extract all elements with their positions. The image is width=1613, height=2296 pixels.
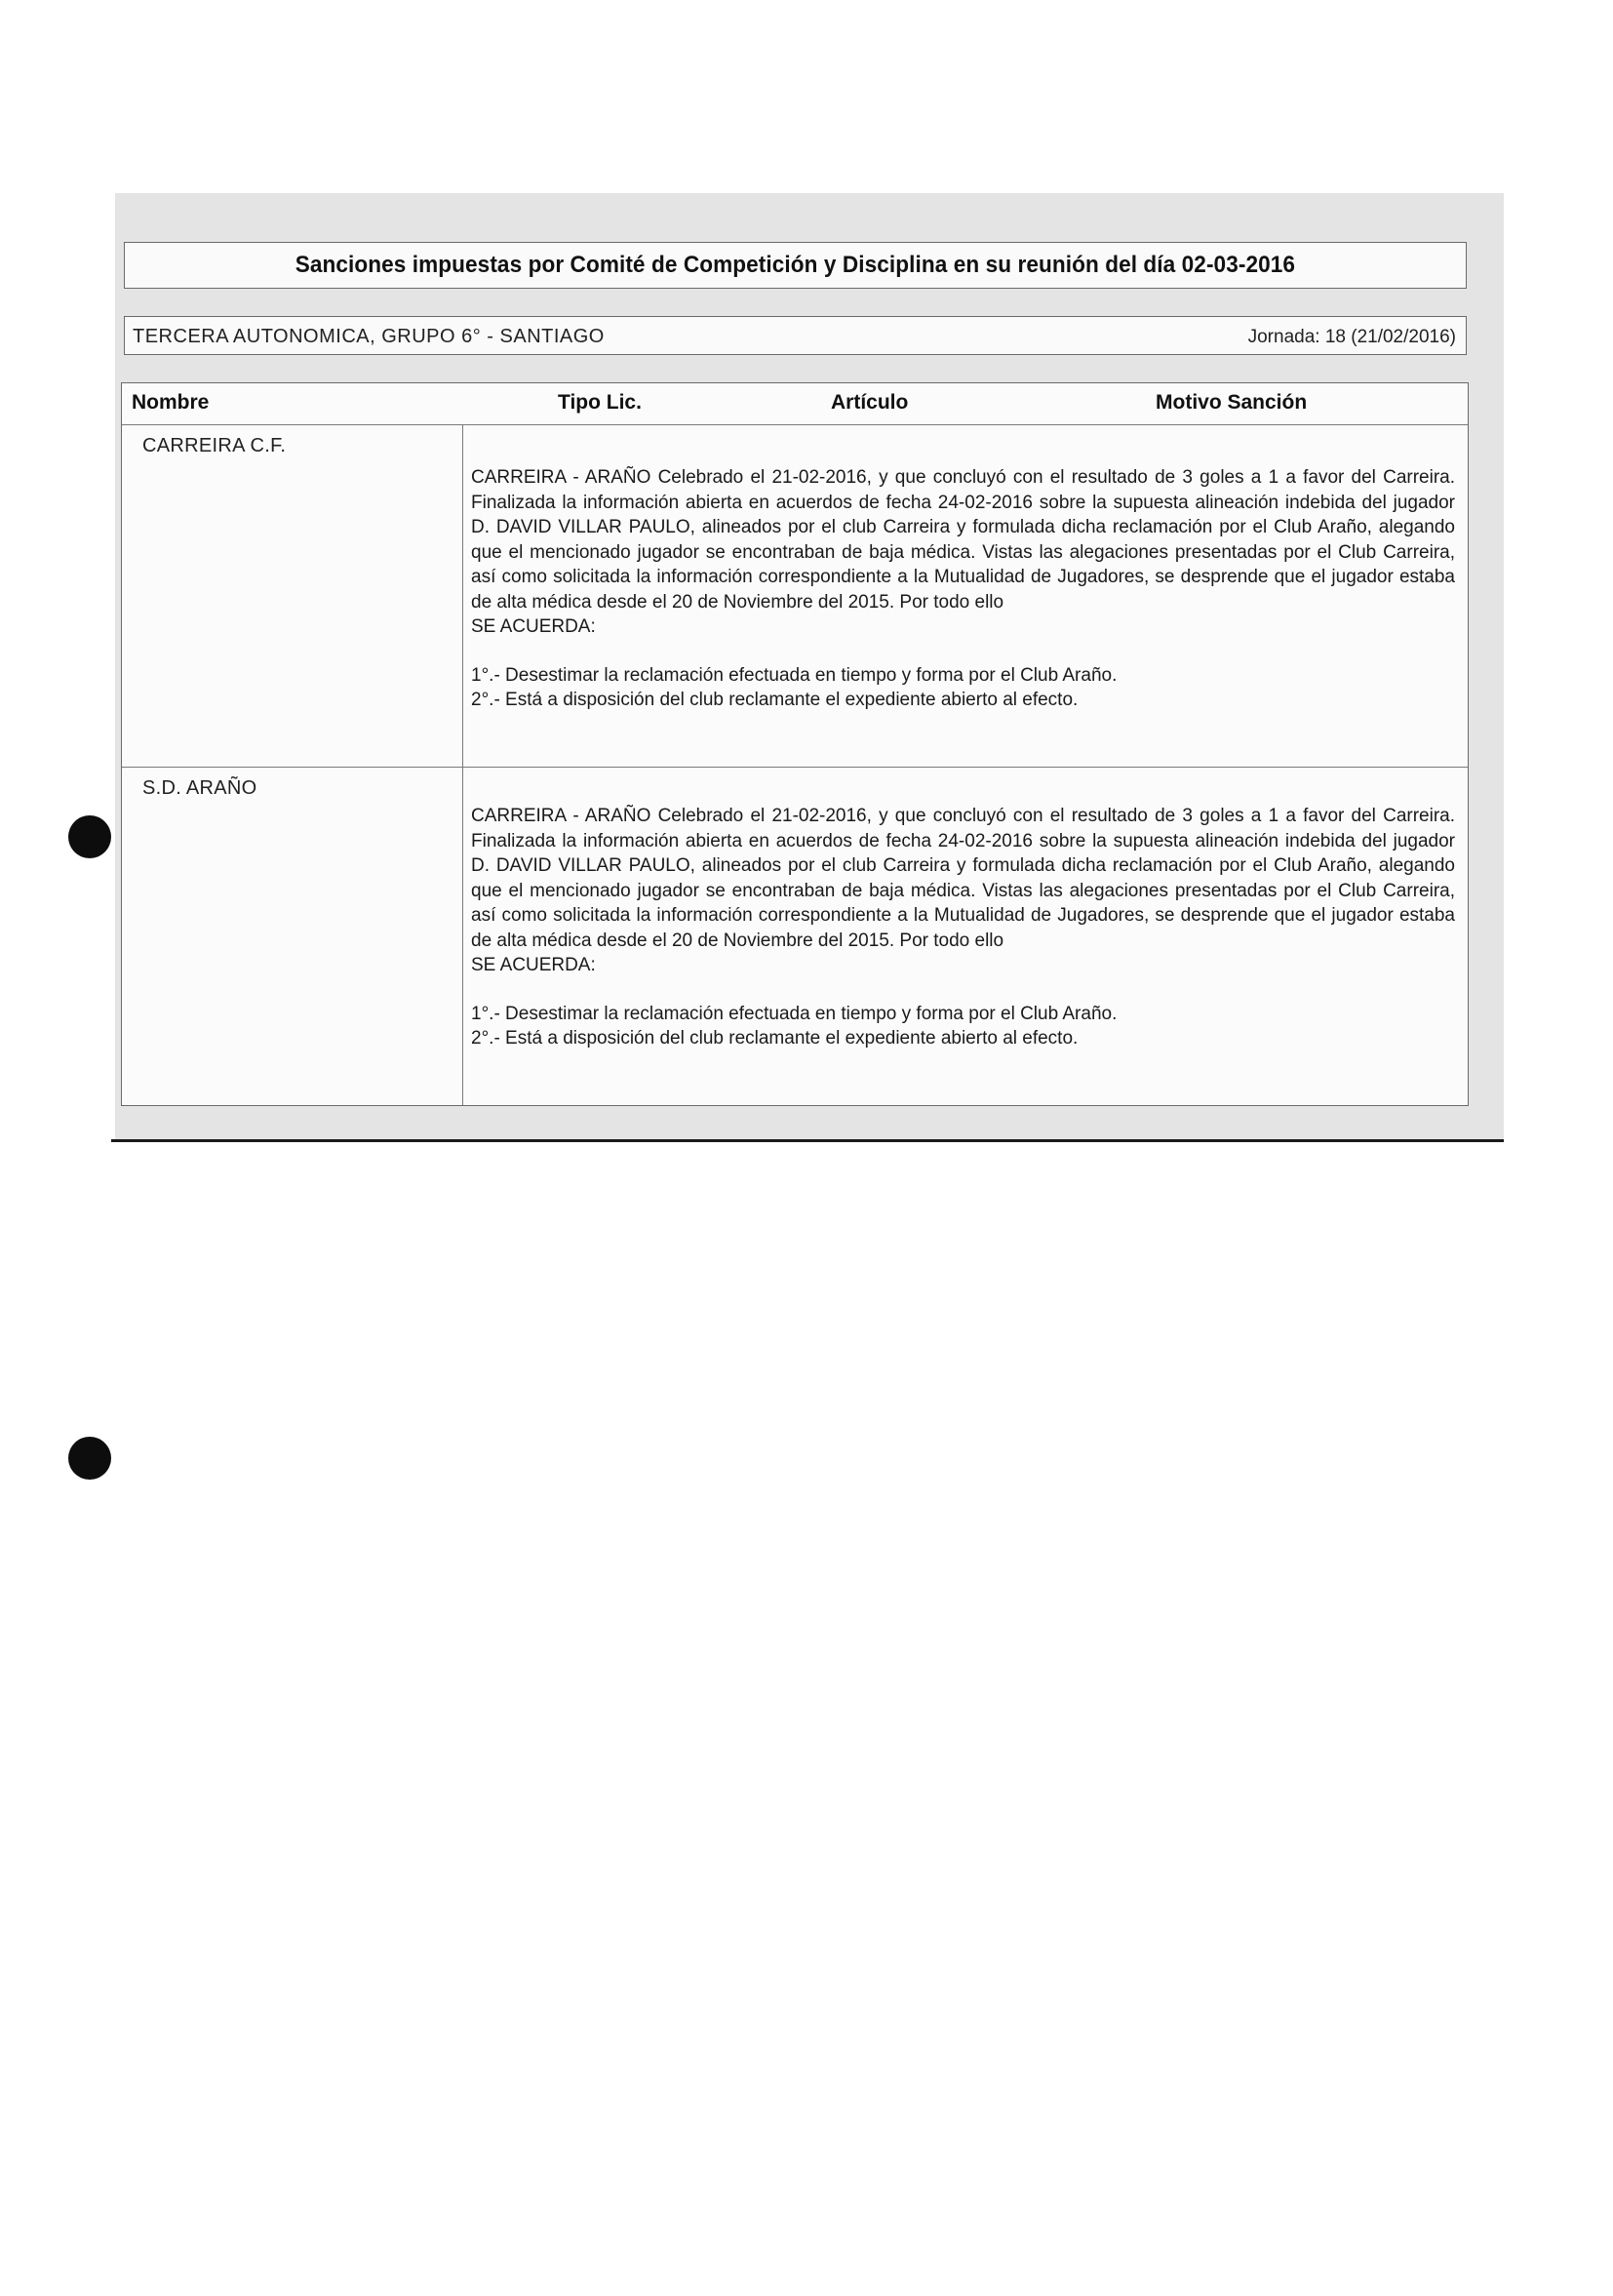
- acuerda-label: SE ACUERDA:: [471, 616, 596, 637]
- header-divider: [122, 424, 1468, 425]
- row-divider: [122, 767, 1468, 768]
- club-name-carreira: CARREIRA C.F.: [142, 435, 287, 456]
- sanction-reason-arano: [471, 804, 1455, 1051]
- resolution-point-1: 1°.- Desestimar la reclamación efectuada en tiempo y forma por el Club Araño.: [471, 664, 1118, 686]
- column-header-tipo-lic: Tipo Lic.: [558, 391, 642, 414]
- bottom-rule: [111, 1139, 1504, 1142]
- resolution-point-1: 1°.- Desestimar la reclamación efectuada en tiempo y forma por el Club Araño.: [471, 1003, 1118, 1024]
- jornada-label: Jornada: 18 (21/02/2016): [1247, 327, 1456, 347]
- column-header-motivo: Motivo Sanción: [1156, 391, 1308, 414]
- punch-hole-top: [68, 815, 111, 858]
- column-header-nombre: Nombre: [132, 391, 210, 414]
- column-header-articulo: Artículo: [831, 391, 909, 414]
- group-name: TERCERA AUTONOMICA, GRUPO 6° - SANTIAGO: [133, 326, 605, 347]
- reason-paragraph: CARREIRA - ARAÑO Celebrado el 21-02-2016, y que concluyó con el resultado de 3 goles a 1 a favor del Carreira. Finalizada la información abierta en acuerdos de fecha 24-02-2016 sobre la supuesta alineación indebida del jugador D. DAVID VILLAR PAULO, alineados por el club Carreira y formulada dicha reclamación por el Club Araño, alegando que el mencionado jugador se encontraban de baja médica. Vistas las alegaciones presentadas por el Club Carreira, así como solicitada la información correspondiente a la Mutualidad de Jugadores, se desprende que el jugador estaba de alta médica desde el 20 de Noviembre del 2015. Por todo ello: [471, 467, 1455, 613]
- resolution-point-2: 2°.- Está a disposición del club reclamante el expediente abierto al efecto.: [471, 1028, 1079, 1049]
- sanction-reason-carreira: [471, 465, 1455, 713]
- column-divider: [462, 424, 463, 1105]
- resolution-point-2: 2°.- Está a disposición del club reclamante el expediente abierto al efecto.: [471, 690, 1079, 710]
- title-banner: [124, 242, 1467, 289]
- punch-hole-bottom: [68, 1437, 111, 1480]
- document-title: Sanciones impuestas por Comité de Competición y Disciplina en su reunión del día 02-03-2016: [295, 252, 1296, 278]
- competition-group-bar: [124, 316, 1467, 355]
- sanctions-table: [121, 382, 1469, 1106]
- acuerda-label: SE ACUERDA:: [471, 955, 596, 975]
- reason-paragraph: CARREIRA - ARAÑO Celebrado el 21-02-2016, y que concluyó con el resultado de 3 goles a 1 a favor del Carreira. Finalizada la información abierta en acuerdos de fecha 24-02-2016 sobre la supuesta alineación indebida del jugador D. DAVID VILLAR PAULO, alineados por el club Carreira y formulada dicha reclamación por el Club Araño, alegando que el mencionado jugador se encontraban de baja médica. Vistas las alegaciones presentadas por el Club Carreira, así como solicitada la información correspondiente a la Mutualidad de Jugadores, se desprende que el jugador estaba de alta médica desde el 20 de Noviembre del 2015. Por todo ello: [471, 806, 1455, 951]
- club-name-arano: S.D. ARAÑO: [142, 777, 257, 799]
